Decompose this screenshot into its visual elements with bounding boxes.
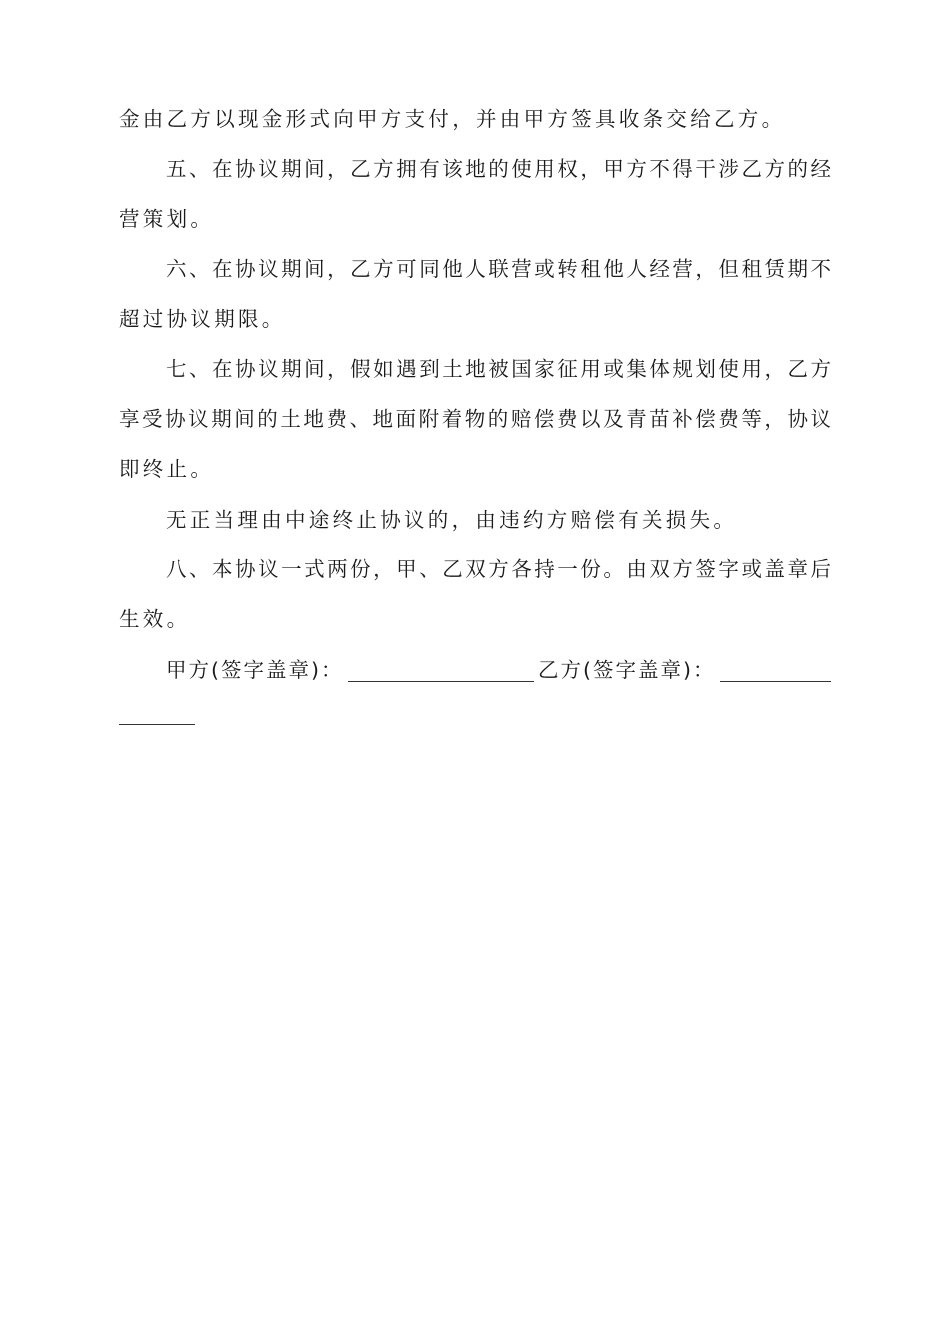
clause-six-line-2: 超过协议期限。 bbox=[119, 307, 286, 331]
clause-eight-line-2: 生效。 bbox=[119, 607, 191, 631]
clause-five-line-2: 营策划。 bbox=[119, 207, 215, 231]
party-b-signature-line-continued[interactable] bbox=[119, 724, 195, 725]
signature-row bbox=[166, 656, 831, 684]
paragraph-line: 金由乙方以现金形式向甲方支付，并由甲方签具收条交给乙方。 bbox=[119, 107, 786, 131]
party-a-signature-label: 甲方(签字盖章)： bbox=[166, 658, 344, 682]
clause-eight-line-1: 八、本协议一式两份，甲、乙双方各持一份。由双方签字或盖章后 bbox=[166, 557, 831, 581]
clause-seven-line-1: 七、在协议期间，假如遇到土地被国家征用或集体规划使用，乙方 bbox=[166, 357, 831, 381]
party-b-signature-line[interactable] bbox=[720, 681, 831, 682]
clause-seven-line-2: 享受协议期间的土地费、地面附着物的赔偿费以及青苗补偿费等，协议 bbox=[119, 407, 831, 431]
termination-note: 无正当理由中途终止协议的，由违约方赔偿有关损失。 bbox=[166, 508, 738, 532]
clause-six-line-1: 六、在协议期间，乙方可同他人联营或转租他人经营，但租赁期不 bbox=[166, 257, 831, 281]
party-b-signature-label: 乙方(签字盖章)： bbox=[538, 658, 716, 682]
clause-five-line-1: 五、在协议期间，乙方拥有该地的使用权，甲方不得干涉乙方的经 bbox=[166, 157, 831, 181]
clause-seven-line-3: 即终止。 bbox=[119, 457, 215, 481]
party-a-signature-line[interactable] bbox=[348, 681, 534, 682]
